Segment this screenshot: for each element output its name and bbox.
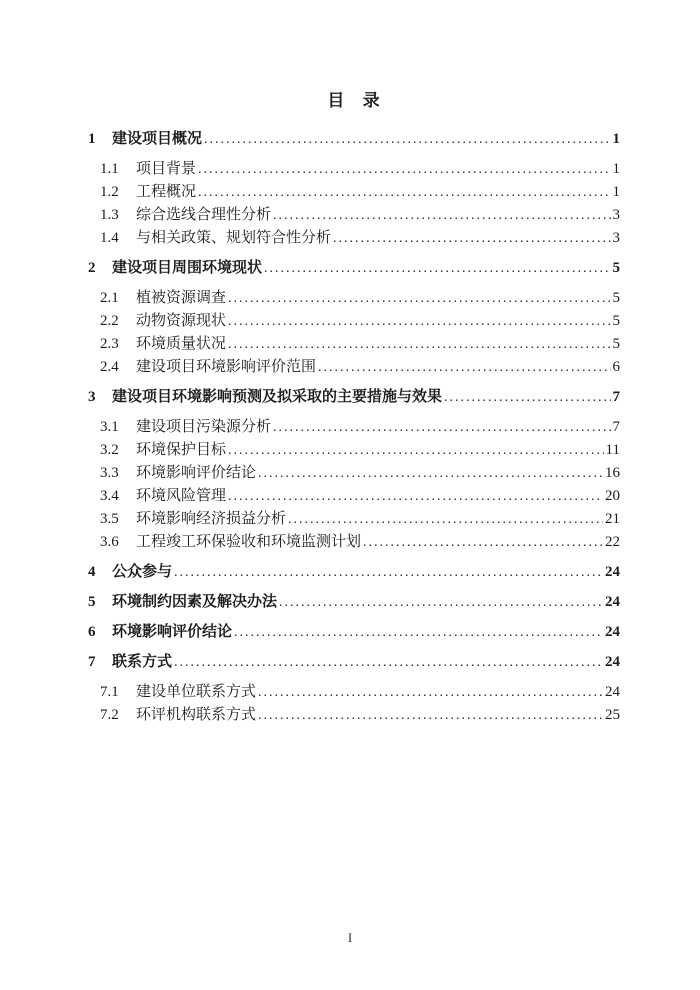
- toc-entry: [88, 158, 620, 181]
- toc-entry: [88, 204, 620, 227]
- toc-leader-dots: [198, 158, 610, 181]
- toc-entry-page: 16: [605, 465, 620, 481]
- toc-entry-page: 3: [612, 230, 620, 246]
- toc-entry-label: 建设项目周围环境现状: [112, 260, 263, 276]
- toc-entry-page: 5: [612, 313, 620, 329]
- toc-entry-label: 工程竣工环保验收和环境监测计划: [136, 534, 362, 550]
- page-title: 目 录: [327, 91, 381, 110]
- toc-entry-label: 项目背景: [136, 161, 197, 177]
- toc-entry: [88, 128, 620, 151]
- toc-leader-dots: [333, 227, 610, 250]
- toc-entry-number: 2.4: [100, 359, 119, 375]
- toc-entry-label: 综合选线合理性分析: [136, 207, 272, 223]
- toc-entry-label: 建设项目环境影响预测及拟采取的主要措施与效果: [112, 389, 443, 405]
- toc-leader-dots: [228, 287, 610, 310]
- toc-entry-page: 24: [605, 594, 620, 610]
- toc-entry-label: 植被资源调查: [136, 290, 227, 306]
- toc-leader-dots: [228, 310, 610, 333]
- toc-leader-dots: [198, 181, 610, 204]
- toc-entry-label: 环境影响评价结论: [112, 624, 233, 640]
- toc-entry-number: 7.2: [100, 707, 119, 723]
- toc-entry-label: 建设项目污染源分析: [136, 419, 272, 435]
- toc-leader-dots: [288, 508, 603, 531]
- toc-entry-number: 5: [88, 594, 96, 610]
- toc-entry: [88, 681, 620, 704]
- toc-entry-label: 建设单位联系方式: [136, 684, 257, 700]
- toc-entry-number: 3.6: [100, 534, 119, 550]
- toc-entry-number: 2.2: [100, 313, 119, 329]
- toc-leader-dots: [264, 257, 610, 280]
- toc-leader-dots: [174, 651, 603, 674]
- toc-entry-number: 3: [88, 389, 96, 405]
- toc-entry: [88, 333, 620, 356]
- toc-entry-label: 环境保护目标: [136, 442, 227, 458]
- toc-leader-dots: [279, 591, 603, 614]
- toc-entry-number: 1.2: [100, 184, 119, 200]
- toc-entry: [88, 704, 620, 727]
- toc-entry-number: 6: [88, 624, 96, 640]
- toc-entry-page: 3: [612, 207, 620, 223]
- toc-entry-label: 建设项目环境影响评价范围: [136, 359, 317, 375]
- toc-entry-number: 3.3: [100, 465, 119, 481]
- toc-entry: [88, 591, 620, 614]
- toc-entry: [88, 181, 620, 204]
- toc-entry: [88, 439, 620, 462]
- toc-entry-page: 24: [605, 624, 620, 640]
- footer-page-number: I: [347, 930, 353, 945]
- toc-entry: [88, 386, 620, 409]
- toc-entry-page: 5: [612, 290, 620, 306]
- toc-entry-label: 动物资源现状: [136, 313, 227, 329]
- toc-leader-dots: [228, 333, 610, 356]
- toc-entry-number: 4: [88, 564, 96, 580]
- toc-entry-number: 7: [88, 654, 96, 670]
- toc-entry: [88, 356, 620, 379]
- toc-entry-page: 20: [605, 488, 620, 504]
- toc-entry-label: 工程概况: [136, 184, 197, 200]
- toc-entry-page: 21: [605, 511, 620, 527]
- toc-leader-dots: [258, 704, 603, 727]
- toc-entry-label: 环境影响评价结论: [136, 465, 257, 481]
- toc-entry-number: 3.4: [100, 488, 119, 504]
- toc-entry-page: 5: [612, 260, 620, 276]
- toc-entry-label: 公众参与: [112, 564, 173, 580]
- toc-entry-page: 1: [612, 184, 620, 200]
- toc-entry: [88, 485, 620, 508]
- toc-entry-page: 1: [612, 161, 620, 177]
- table-of-contents: [88, 128, 620, 727]
- toc-entry-page: 22: [605, 534, 620, 550]
- toc-leader-dots: [204, 128, 610, 151]
- toc-entry-number: 1.1: [100, 161, 119, 177]
- toc-entry-label: 环评机构联系方式: [136, 707, 257, 723]
- toc-leader-dots: [228, 485, 603, 508]
- toc-leader-dots: [258, 462, 603, 485]
- toc-entry-page: 24: [605, 654, 620, 670]
- toc-entry-page: 7: [612, 419, 620, 435]
- toc-leader-dots: [228, 439, 604, 462]
- toc-leader-dots: [363, 531, 603, 554]
- toc-entry: [88, 621, 620, 644]
- toc-leader-dots: [318, 356, 610, 379]
- toc-entry-label: 环境质量状况: [136, 336, 227, 352]
- toc-entry: [88, 257, 620, 280]
- toc-entry-number: 1.3: [100, 207, 119, 223]
- toc-leader-dots: [273, 204, 610, 227]
- toc-entry-page: 7: [612, 389, 620, 405]
- toc-entry: [88, 416, 620, 439]
- toc-entry: [88, 508, 620, 531]
- toc-entry-page: 24: [605, 684, 620, 700]
- toc-entry-number: 1: [88, 131, 96, 147]
- toc-entry-label: 环境影响经济损益分析: [136, 511, 287, 527]
- toc-entry-label: 联系方式: [112, 654, 173, 670]
- toc-leader-dots: [444, 386, 610, 409]
- toc-entry-number: 2.1: [100, 290, 119, 306]
- toc-entry-number: 3.1: [100, 419, 119, 435]
- toc-entry-page: 5: [612, 336, 620, 352]
- toc-entry-page: 1: [612, 131, 620, 147]
- toc-entry: [88, 651, 620, 674]
- toc-entry-label: 与相关政策、规划符合性分析: [136, 230, 332, 246]
- toc-entry-page: 6: [612, 359, 620, 375]
- toc-entry-page: 11: [605, 442, 620, 458]
- toc-entry-page: 24: [605, 564, 620, 580]
- toc-entry: [88, 287, 620, 310]
- toc-entry-number: 7.1: [100, 684, 119, 700]
- toc-entry-number: 3.2: [100, 442, 119, 458]
- toc-entry-number: 3.5: [100, 511, 119, 527]
- toc-entry-label: 建设项目概况: [112, 131, 203, 147]
- toc-entry: [88, 561, 620, 584]
- toc-entry: [88, 462, 620, 485]
- toc-entry: [88, 227, 620, 250]
- toc-entry: [88, 531, 620, 554]
- toc-entry-number: 2: [88, 260, 96, 276]
- toc-entry-label: 环境风险管理: [136, 488, 227, 504]
- toc-leader-dots: [234, 621, 603, 644]
- toc-leader-dots: [258, 681, 603, 704]
- toc-entry: [88, 310, 620, 333]
- toc-entry-number: 2.3: [100, 336, 119, 352]
- toc-entry-page: 25: [605, 707, 620, 723]
- toc-leader-dots: [273, 416, 610, 439]
- toc-leader-dots: [174, 561, 603, 584]
- toc-entry-label: 环境制约因素及解决办法: [112, 594, 278, 610]
- toc-entry-number: 1.4: [100, 230, 119, 246]
